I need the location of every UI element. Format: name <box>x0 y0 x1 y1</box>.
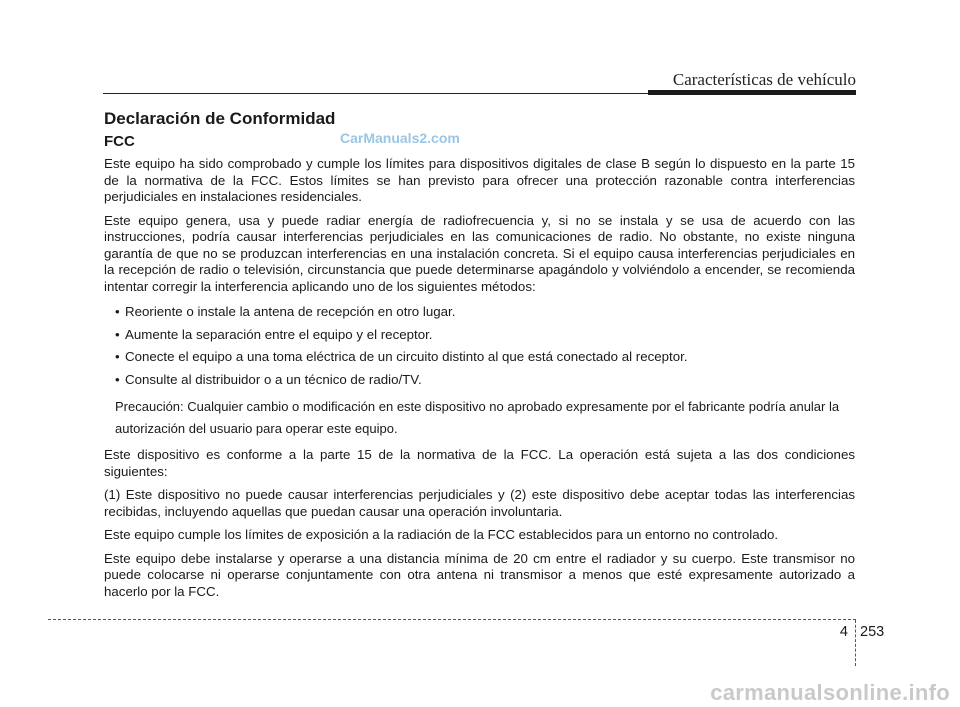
list-item <box>115 327 855 344</box>
paragraph-2: Este equipo genera, usa y puede radiar energía de radiofrecuencia y, si no se instala y se usa de acuerdo con las instrucciones, podría causar interferencias perjudiciales en las comunicaciones de radio. No obstante, no existe ninguna garantía de que no se produzcan interferencias en una instalación concreta. Si el equipo causa interferencias perjudiciales en la recepción de radio o televisión, circunstancia que puede determinarse apagándolo y volviéndolo a encender, se recomienda intentar corregir la interferencia aplicando uno de los siguientes métodos: <box>104 212 855 294</box>
list-item-text: Aumente la separación entre el equipo y el receptor. <box>125 326 433 342</box>
page-number: 253 <box>860 624 885 640</box>
paragraph-5: Este equipo cumple los límites de exposición a la radiación de la FCC establecidos para un entorno no controlado. <box>104 527 779 542</box>
methods-list <box>104 304 855 388</box>
section-subtitle: FCC <box>104 133 135 150</box>
paragraph-1: Este equipo ha sido comprobado y cumple los límites para dispositivos digitales de clase B según lo dispuesto en la parte 15 de la normativa de la FCC. Estos límites se han previsto para ofrecer una protección razonable contra interferencias perjudiciales en instalaciones residenciales. <box>104 156 855 204</box>
paragraph-3: Este dispositivo es conforme a la parte 15 de la normativa de la FCC. La operación está sujeta a las dos condiciones siguientes: <box>104 447 855 479</box>
bullet-icon: • <box>115 304 120 319</box>
list-item-text: Conecte el equipo a una toma eléctrica de un circuito distinto al que está conectado al receptor. <box>125 349 688 364</box>
paragraph-6: Este equipo debe instalarse y operarse a una distancia mínima de 20 cm entre el radiador y su cuerpo. Este transmisor no puede colocarse ni operarse conjuntamente con otra antena ni transmisor a menos que esté expresamente autorizado a hacerlo por la FCC. <box>104 550 855 599</box>
page-number-divider <box>855 620 856 666</box>
list-item-text: Consulte al distribuidor o a un técnico de radio/TV. <box>125 371 422 387</box>
bullet-icon: • <box>115 371 120 387</box>
list-item <box>115 304 855 321</box>
paragraph-4: (1) Este dispositivo no puede causar interferencias perjudiciales y (2) este dispositivo debe aceptar todas las interferencias recibidas, incluyendo aquellas que puedan causar una operación involuntaria. <box>104 487 855 519</box>
list-item-text: Reoriente o instale la antena de recepción en otro lugar. <box>125 304 456 319</box>
main-content <box>104 108 855 607</box>
header-title: Características de vehículo <box>672 70 856 89</box>
watermark-top: CarManuals2.com <box>340 130 460 146</box>
footer-rule <box>48 619 856 620</box>
section-title: Declaración de Conformidad <box>104 109 336 128</box>
list-item <box>115 349 855 366</box>
bullet-icon: • <box>115 349 120 364</box>
caution-note: Precaución: Cualquier cambio o modificación en este dispositivo no aprobado expresamente por el fabricante podría anular la autorización del usuario para operar este equipo. <box>115 399 840 436</box>
header-rule <box>103 93 648 94</box>
watermark-bottom: carmanualsonline.info <box>710 680 950 705</box>
bullet-icon: • <box>115 326 120 342</box>
header-rule-accent <box>648 90 856 95</box>
list-item <box>115 372 855 389</box>
chapter-number: 4 <box>839 624 848 640</box>
